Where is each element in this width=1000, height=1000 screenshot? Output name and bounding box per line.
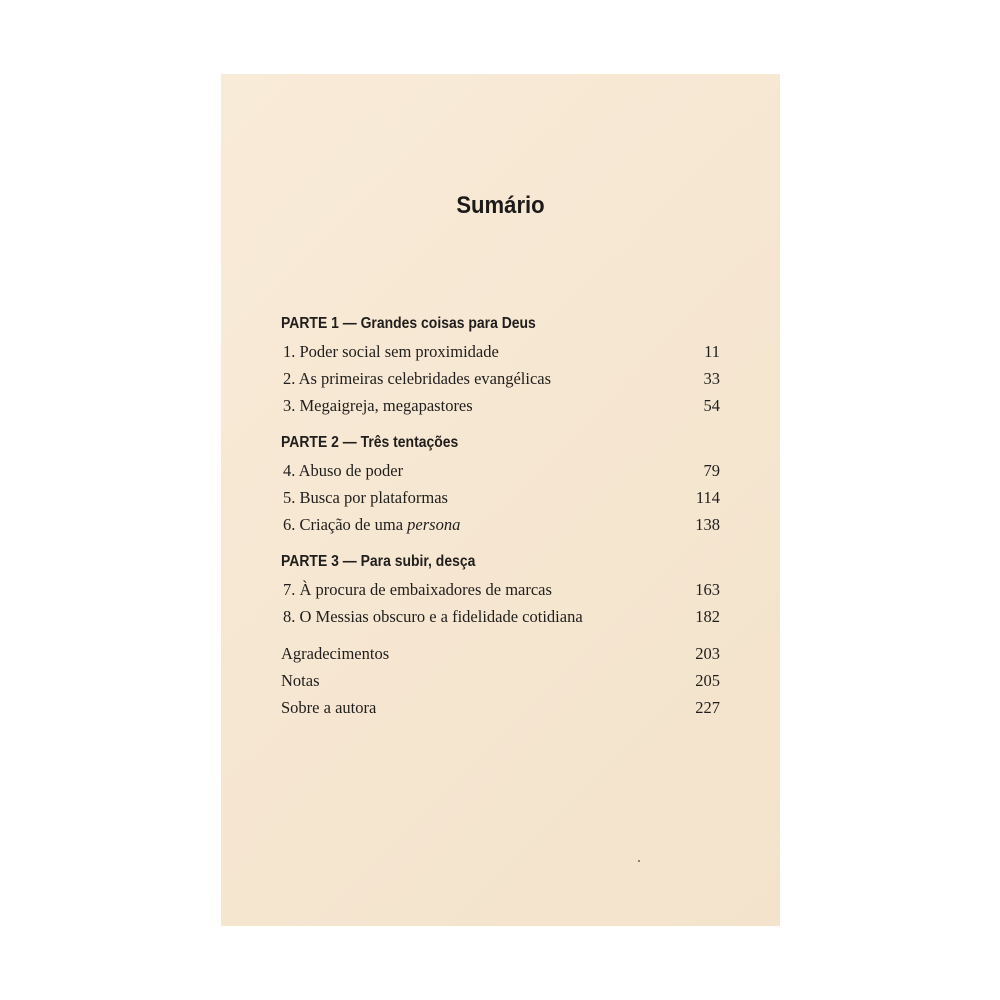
entry-title: [283, 511, 460, 538]
entry-title: Agradecimentos: [281, 644, 390, 663]
entry-page: 203: [695, 644, 720, 663]
entry-page: 227: [695, 698, 720, 717]
part-heading: PARTE 3 — Para subir, desça: [281, 553, 476, 570]
entry-page: 11: [704, 342, 720, 361]
toc-entry: [281, 576, 721, 603]
toc-entry: [281, 667, 721, 694]
entry-page: 79: [703, 461, 720, 480]
toc-entry: [281, 365, 721, 392]
entry-title: 1. Poder social sem proximidade: [283, 342, 499, 361]
toc-entry: [281, 640, 721, 667]
entry-title: 7. À procura de embaixadores de marcas: [283, 580, 552, 599]
entry-page: 163: [695, 580, 720, 599]
part-3-section: [281, 548, 721, 630]
entry-title: 2. As primeiras celebridades evangélicas: [283, 369, 552, 388]
entry-title-italic: persona: [407, 515, 461, 534]
entry-title: Notas: [281, 671, 320, 690]
paper-speck: [638, 860, 640, 862]
entry-page: 138: [695, 515, 720, 534]
entry-title: 3. Megaigreja, megapastores: [283, 396, 473, 415]
back-matter-section: [281, 640, 721, 721]
part-heading: PARTE 1 — Grandes coisas para Deus: [281, 315, 536, 332]
entry-page: 54: [703, 396, 720, 415]
toc-entry: [281, 392, 721, 419]
page-title: Sumário: [456, 192, 545, 219]
toc-entry: [281, 484, 721, 511]
toc-entry: [281, 603, 721, 630]
part-heading: PARTE 2 — Três tentações: [281, 434, 459, 451]
part-1-section: [281, 310, 721, 419]
entry-page: 182: [695, 607, 720, 626]
toc-entry: [281, 457, 721, 484]
table-of-contents: [281, 310, 721, 721]
toc-entry: [281, 694, 721, 721]
entry-page: 33: [703, 369, 720, 388]
entry-title-prefix: 6. Criação de uma: [283, 515, 408, 534]
entry-title: 5. Busca por plataformas: [283, 488, 448, 507]
entry-title: Sobre a autora: [281, 698, 377, 717]
toc-entry: [281, 511, 721, 538]
toc-entry: [281, 338, 721, 365]
entry-title: 4. Abuso de poder: [283, 461, 404, 480]
entry-page: 205: [695, 671, 720, 690]
part-2-section: [281, 429, 721, 538]
book-page: [221, 74, 780, 926]
entry-page: 114: [695, 488, 720, 507]
entry-title: 8. O Messias obscuro e a fidelidade cotidiana: [283, 607, 583, 626]
